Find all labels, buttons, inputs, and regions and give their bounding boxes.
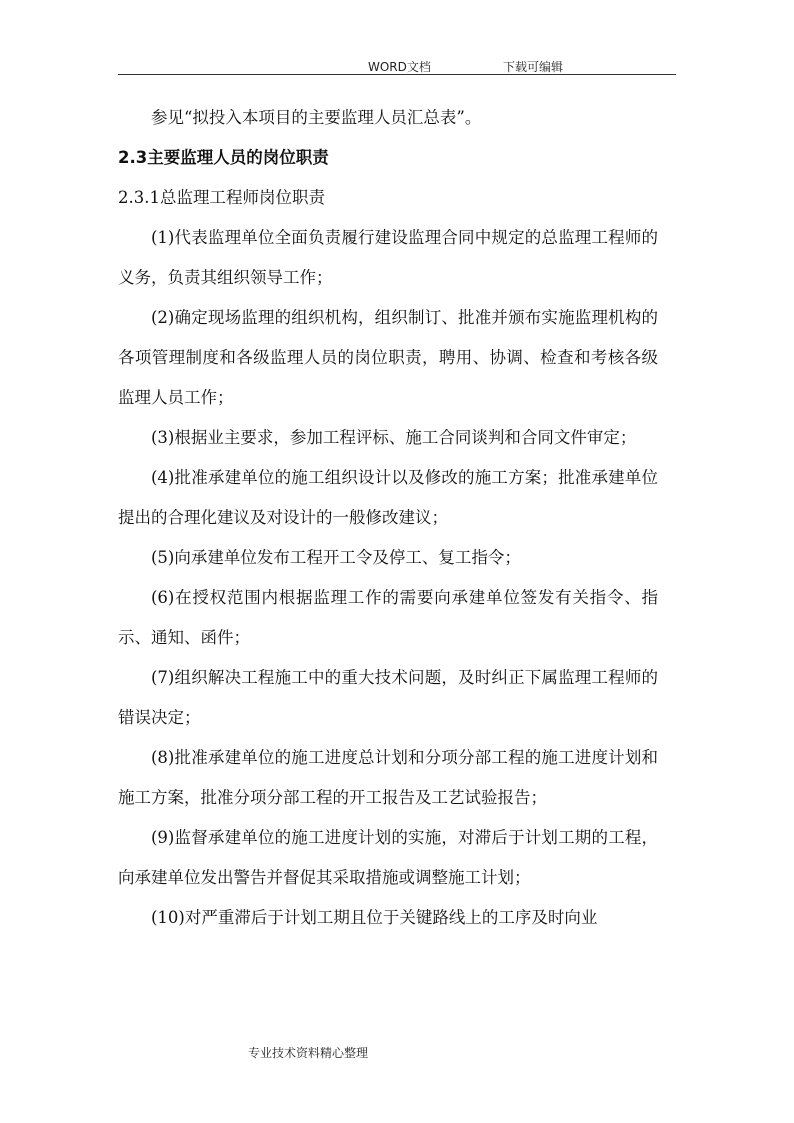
duty-item-9: (9)监督承建单位的施工进度计划的实施，对滞后于计划工期的工程，向承建单位发出警告并督促其采取措施或调整施工计划； [118,828,658,887]
duty-item-2: (2)确定现场监理的组织机构，组织制订、批准并颁布实施监理机构的各项管理制度和各级监理人员的岗位职责，聘用、协调、检查和考核各级监理人员工作； [118,308,658,407]
section-heading: 2.3主要监理人员的岗位职责 [118,148,329,167]
page-header [118,56,676,74]
page-footer: 专业技术资料精心整理 [248,1046,369,1060]
duty-item-6: (6)在授权范围内根据监理工作的需要向承建单位签发有关指令、指示、通知、函件； [118,588,658,647]
duty-item-10: (10)对严重滞后于计划工期且位于关键路线上的工序及时向业 [151,908,598,927]
duty-item-5: (5)向承建单位发布工程开工令及停工、复工指令； [151,548,521,567]
duty-item-4: (4)批准承建单位的施工组织设计以及修改的施工方案；批准承建单位提出的合理化建议及对设计的一般修改建议； [118,468,658,527]
intro-paragraph: 参见“拟投入本项目的主要监理人员汇总表”。 [151,108,482,127]
duty-item-7: (7)组织解决工程施工中的重大技术问题，及时纠正下属监理工程师的错误决定； [118,668,658,727]
duty-item-1: (1)代表监理单位全面负责履行建设监理合同中规定的总监理工程师的义务，负责其组织领导工作； [118,228,658,287]
subsection-heading: 2.3.1总监理工程师岗位职责 [118,188,325,207]
document-body [118,98,658,938]
header-editable-label: 下载可编辑 [503,60,564,74]
header-doc-label: WORD文档 [368,60,431,74]
duty-item-3: (3)根据业主要求，参加工程评标、施工合同谈判和合同文件审定； [151,428,637,447]
duty-item-8: (8)批准承建单位的施工进度总计划和分项分部工程的施工进度计划和施工方案，批准分项分部工程的开工报告及工艺试验报告； [118,748,658,807]
header-divider [118,74,676,75]
